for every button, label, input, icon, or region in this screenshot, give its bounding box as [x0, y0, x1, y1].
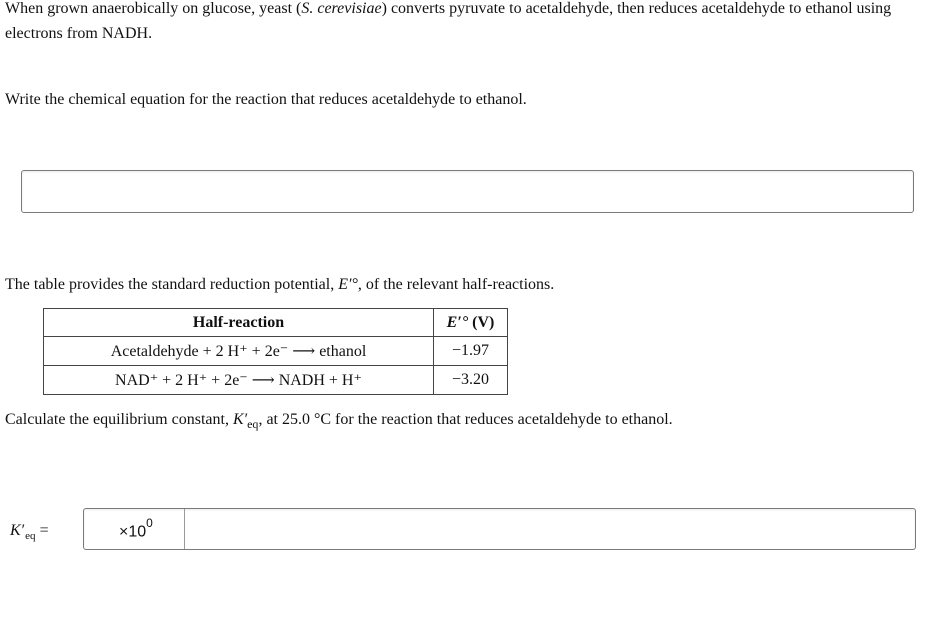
table-intro-part1: The table provides the standard reduction potential,	[5, 276, 339, 293]
question2-part1: Calculate the equilibrium constant,	[5, 411, 233, 428]
keq-subscript: eq	[247, 417, 259, 431]
half-reaction-cell: NAD⁺ + 2 H⁺ + 2e⁻ ⟶ NADH + H⁺	[44, 366, 434, 395]
keq-label-subscript: eq	[25, 530, 36, 542]
keq-answer-input[interactable]	[83, 508, 916, 550]
keq-symbol: K′	[232, 411, 248, 428]
multiplier-base: ×10	[119, 523, 147, 541]
scientific-multiplier	[119, 516, 153, 541]
potential-cell: −1.97	[434, 337, 508, 366]
header-potential	[434, 309, 508, 337]
multiplier-exponent: 0	[146, 516, 153, 530]
keq-label	[10, 522, 49, 540]
intro-paragraph	[5, 0, 920, 46]
table-header-row	[44, 309, 508, 337]
keq-label-symbol: K′	[10, 522, 25, 539]
header-potential-symbol: E′°	[446, 313, 469, 331]
potential-symbol: E′°	[338, 276, 358, 293]
half-reaction-table	[43, 308, 508, 395]
half-reaction-cell: Acetaldehyde + 2 H⁺ + 2e⁻ ⟶ ethanol	[44, 337, 434, 366]
table-intro-part2: , of the relevant half-reactions.	[357, 276, 555, 293]
header-half-reaction: Half-reaction	[44, 309, 434, 337]
intro-text-1: When grown anaerobically on glucose, yeast (	[5, 0, 302, 17]
header-potential-unit: (V)	[472, 313, 495, 331]
equals-sign: =	[39, 522, 49, 539]
organism-name: S. cerevisiae	[301, 0, 382, 17]
question-2	[5, 407, 673, 433]
table-intro-text	[5, 272, 554, 297]
potential-cell: −3.20	[434, 366, 508, 395]
keq-value-field[interactable]	[84, 509, 185, 549]
table-row	[44, 337, 508, 366]
intro-text-2: ) converts pyruvate to acetaldehyde, then reduces acetaldehyde to ethanol using electrons from NADH.	[5, 0, 892, 42]
question2-part2: , at 25.0 °C for the reaction that reduces acetaldehyde to ethanol.	[258, 411, 673, 428]
question-1: Write the chemical equation for the reaction that reduces acetaldehyde to ethanol.	[5, 91, 527, 108]
table-row	[44, 366, 508, 395]
equation-answer-input[interactable]	[21, 170, 914, 213]
